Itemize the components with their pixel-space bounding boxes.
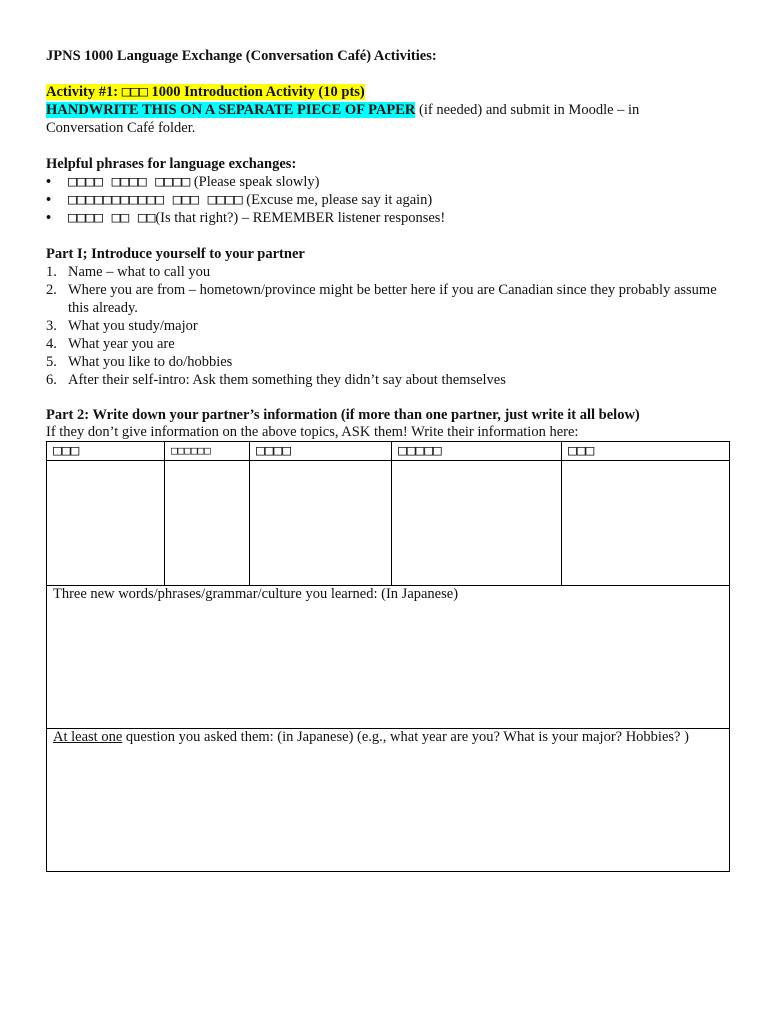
new-words-row xyxy=(47,586,730,729)
part2-heading: Part 2: Write down your partner’s information (if more than one partner, just write it all below) xyxy=(46,407,640,423)
table-row xyxy=(47,461,730,586)
instruction-rest: (if needed) and submit in Moodle – in xyxy=(415,102,640,118)
list-item xyxy=(46,353,736,371)
phrases-list-wrap xyxy=(46,173,736,227)
phrase-glyph-boxes: □□□□□□□□□□□ □□□ □□□□ xyxy=(68,192,243,208)
question-cell[interactable] xyxy=(47,729,730,872)
phrase-item xyxy=(46,173,736,191)
activity-prefix: Activity #1: xyxy=(46,84,122,100)
phrase-item xyxy=(46,191,736,209)
bullet-icon: • xyxy=(46,192,52,208)
activity-rest: 1000 Introduction Activity (10 pts) xyxy=(147,84,365,100)
bullet-icon: • xyxy=(46,174,52,190)
table-header-cell: □□□□□ xyxy=(392,442,562,461)
activity-highlight xyxy=(46,84,365,100)
document-title: JPNS 1000 Language Exchange (Conversation Café) Activities: xyxy=(46,48,437,64)
question-row xyxy=(47,729,730,872)
new-words-cell[interactable] xyxy=(47,586,730,729)
phrase-text: (Excuse me, please say it again) xyxy=(242,192,433,208)
part2-subline: If they don’t give information on the above topics, ASK them! Write their information here: xyxy=(46,424,579,440)
list-text: What you study/major xyxy=(68,318,198,334)
list-text: What year you are xyxy=(68,336,175,352)
part1-heading: Part I; Introduce yourself to your partner xyxy=(46,246,305,262)
list-item xyxy=(46,371,736,389)
part1-list-wrap xyxy=(46,263,736,389)
table-header-cell: □□□ xyxy=(562,442,730,461)
question-underlined-label: At least one xyxy=(53,729,123,745)
answer-cell[interactable] xyxy=(165,461,250,586)
new-words-label: Three new words/phrases/grammar/culture you learned: (In Japanese) xyxy=(53,586,459,602)
answer-cell[interactable] xyxy=(392,461,562,586)
phrase-text: (Please speak slowly) xyxy=(190,174,320,190)
list-text: What you like to do/hobbies xyxy=(68,354,233,370)
list-number: 6. xyxy=(46,372,57,388)
list-number: 3. xyxy=(46,318,57,334)
list-text: Where you are from – hometown/province might be better here if you are Canadian since they probably assume this already. xyxy=(68,282,717,316)
activity-glyph-boxes: □□□ xyxy=(121,84,148,100)
table-header-cell: □□□ xyxy=(47,442,165,461)
bullet-icon: • xyxy=(46,210,52,226)
list-item xyxy=(46,335,736,353)
answer-cell[interactable] xyxy=(250,461,392,586)
instruction-highlight: HANDWRITE THIS ON A SEPARATE PIECE OF PAPER xyxy=(46,102,416,118)
answer-cell[interactable] xyxy=(47,461,165,586)
answer-cell[interactable] xyxy=(562,461,730,586)
list-item xyxy=(46,281,736,317)
instruction-line2: Conversation Café folder. xyxy=(46,120,196,136)
list-number: 1. xyxy=(46,264,57,280)
phrase-glyph-boxes: □□□□ □□□□ □□□□ xyxy=(68,174,191,190)
activity-heading xyxy=(46,83,736,101)
list-text: After their self-intro: Ask them something they didn’t say about themselves xyxy=(68,372,506,388)
table-header-cell: □□□□□□ xyxy=(165,442,250,461)
list-number: 5. xyxy=(46,354,57,370)
list-item xyxy=(46,263,736,281)
question-label: question you asked them: (in Japanese) (e.g., what year are you? What is your major? Hobbies? ) xyxy=(122,729,689,745)
list-number: 4. xyxy=(46,336,57,352)
phrase-item xyxy=(46,209,736,227)
list-text: Name – what to call you xyxy=(68,264,211,280)
partner-info-table xyxy=(46,441,730,872)
list-item xyxy=(46,317,736,335)
phrase-text: (Is that right?) – REMEMBER listener responses! xyxy=(155,210,446,226)
table-header-cell: □□□□ xyxy=(250,442,392,461)
part1-list xyxy=(46,263,736,389)
table-header-row xyxy=(47,442,730,461)
list-number: 2. xyxy=(46,282,57,298)
phrases-list xyxy=(46,173,736,227)
phrases-heading: Helpful phrases for language exchanges: xyxy=(46,156,297,172)
instruction-paragraph xyxy=(46,101,736,137)
phrase-glyph-boxes: □□□□ □□ □□ xyxy=(68,210,156,226)
